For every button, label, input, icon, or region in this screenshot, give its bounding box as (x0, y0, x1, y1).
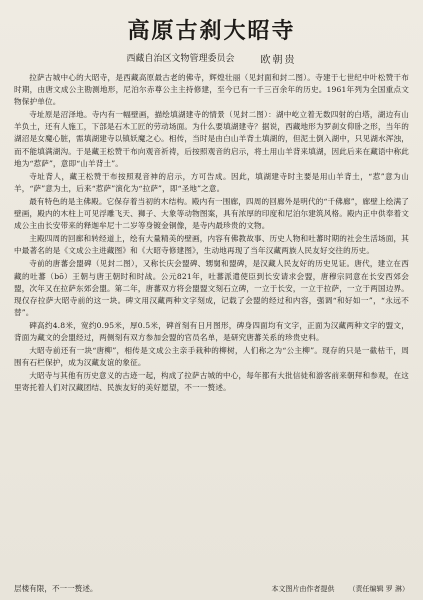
photo-credit: 本文图片由作者提供 (271, 585, 335, 593)
paragraph: 主殿四周的回廊和转经道上，绘有大量精美的壁画，内容有佛教故事、历史人物和吐蕃时期的社会生活场面，其中最著名的是《文成公主进藏图》和《大昭寺修建图》，生动地再现了当年汉藏两族人民友好交往的历史。 (14, 234, 409, 256)
paragraph: 寺址原是沼泽地。寺内有一幅壁画，描绘填湖建寺的情景（见封二图）：湖中屹立着无数四射的白塔，湖边有山羊负土，还有人施工，下部是石木工匠的劳动场面。为什么要填湖建寺？据说，西藏地形为罗刹女仰卧之形，当年的湖沼是女魔心脏，需填湖建寺以镇妖魔之心。相传，当时是由白山羊背土填湖的，但泥土倒入湖中，只见湖水浑浊，而不能填满湖沟。于是藏王松赞干布向观音祈祷，后按照观音的启示，将土用山羊背来填湖，因此后来在藏语中称此地为“惹萨”，意即“山羊背土”。 (14, 110, 409, 168)
paragraph: 大昭寺与其他有历史意义的古迹一起，构成了拉萨古城的中心，每年都有大批信徒和游客前来朝拜和参观，在这里寄托着人们对汉藏团结、民族友好的美好愿望，不一一赘述。 (14, 371, 409, 393)
article-title: 高原古刹大昭寺 (127, 18, 296, 44)
paragraph: 寺址背人，藏王松赞干布按照观音神的启示，方可告成。因此，填湖建寺时主要是用山羊背土，“惹”意为山羊，“萨”意为土，后来“惹萨”演化为“拉萨”，即“圣地”之意。 (14, 171, 409, 193)
paragraph: 最有特色的是主佛殿。它保存着当初的木结构。殿内有一围廊，四周的回廊外是明代的“千佛廊”，廊壁上绘满了壁画，殿内的木柱上可见浮雕飞天、狮子、大象等动物图案，具有浓厚的印度和尼泊尔建筑风格。殿内正中供奉着文成公主由长安带来的释迦牟尼十二岁等身镀金铜像，是寺内最珍贵的文物。 (14, 196, 409, 231)
byline (14, 51, 409, 66)
footer-last-line: 层楼有限，不一一赘述。 (14, 584, 98, 593)
paragraph: 碑高约4.8米，宽约0.95米，厚0.5米，碑首刻有日月图形，碑身四面均有文字，正面为汉藏两种文字的盟文，背面为藏文的会盟经过，两侧刻有双方参加会盟的官员名单，是研究唐蕃关系的珍贵史料。 (14, 320, 409, 342)
paragraph: 大昭寺前还有一块“唐柳”，相传是文成公主亲手栽种的柳树，人们称之为“公主柳”。现存的只是一截枯干，周围有石栏保护，成为汉藏友谊的象征。 (14, 346, 409, 368)
paragraph: 拉萨古城中心的大昭寺，是西藏高原最古老的佛寺，辉煌壮丽（见封面和封二图）。寺建于七世纪中叶松赞干布时期，由唐文成公主勘测地形，尼泊尔赤尊公主主持修建，至今已有一千三百余年的历史。1961年列为全国重点文物保护单位。 (14, 73, 409, 107)
article-body (14, 72, 409, 394)
article-footer (14, 583, 409, 594)
author-organization: 西藏自治区文物管理委员会 (126, 54, 235, 64)
editor-credit: （责任编辑 罗 淋） (348, 585, 409, 593)
paragraph: 寺前的唐蕃会盟碑（见封二图），又称长庆会盟碑、甥舅和盟碑，是汉藏人民友好的历史见证。唐代，建立在西藏的吐蕃（bō）王朝与唐王朝时和时战。公元821年，吐蕃派遣使臣到长安请求会盟，唐穆宗同意在长安西郊会盟，次年又在拉萨东郊会盟。第二年，唐蕃双方将会盟盟文刻石立碑，一立于长安，一立于拉萨，一立于两国边界。现仅存拉萨大昭寺前的这一块。碑文用汉藏两种文字刻成，记载了会盟的经过和内容，强调“和好如一”，“永远不替”。 (14, 259, 409, 317)
author-name: 欧朝贵 (260, 55, 297, 66)
